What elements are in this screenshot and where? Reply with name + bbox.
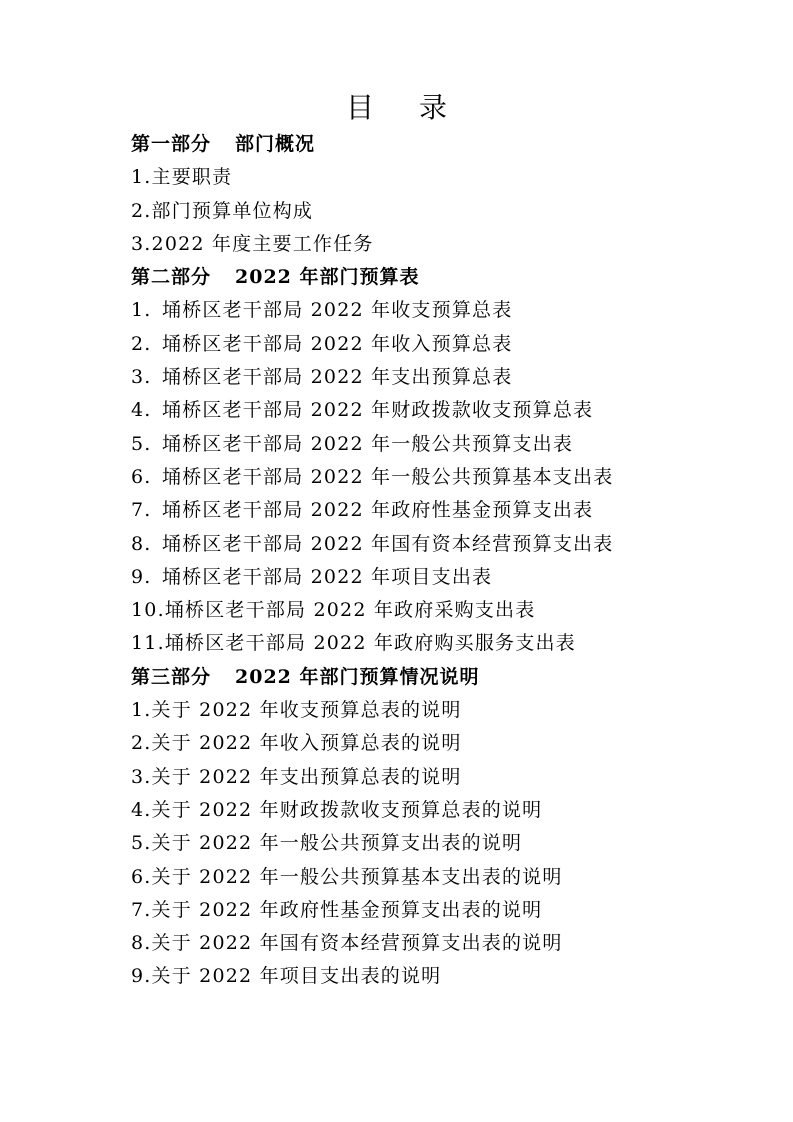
section-heading-2[interactable] xyxy=(131,261,771,294)
item-text: 埇桥区老干部局 2022 年收支预算总表 xyxy=(162,299,513,322)
item-number: 4. xyxy=(131,399,152,422)
item-text: 关于 2022 年收入预算总表的说明 xyxy=(151,732,462,755)
toc-item[interactable] xyxy=(131,594,771,627)
section-heading-1[interactable] xyxy=(131,128,771,161)
toc-item[interactable] xyxy=(131,428,771,461)
toc-item[interactable] xyxy=(131,894,771,927)
item-text: 埇桥区老干部局 2022 年财政拨款收支预算总表 xyxy=(162,399,594,422)
section-title: 2022 年部门预算表 xyxy=(235,266,420,289)
item-number: 2. xyxy=(131,332,152,355)
item-number: 6. xyxy=(131,465,152,488)
section-label: 第三部分 xyxy=(131,665,212,688)
item-number: 5. xyxy=(131,832,152,855)
item-text: 主要职责 xyxy=(151,166,233,189)
item-text: 埇桥区老干部局 2022 年政府购买服务支出表 xyxy=(164,632,576,655)
item-number: 8. xyxy=(131,932,152,955)
item-number: 1. xyxy=(131,299,152,322)
item-text: 埇桥区老干部局 2022 年收入预算总表 xyxy=(162,332,513,355)
item-number: 2. xyxy=(131,199,152,222)
toc-item[interactable] xyxy=(131,528,771,561)
item-text: 埇桥区老干部局 2022 年一般公共预算基本支出表 xyxy=(162,465,614,488)
table-of-contents xyxy=(131,128,771,994)
toc-item[interactable] xyxy=(131,694,771,727)
item-number: 3. xyxy=(131,232,152,255)
item-text: 埇桥区老干部局 2022 年项目支出表 xyxy=(162,565,493,588)
item-text: 关于 2022 年收支预算总表的说明 xyxy=(151,699,462,722)
toc-item[interactable] xyxy=(131,827,771,860)
item-text: 埇桥区老干部局 2022 年支出预算总表 xyxy=(162,366,513,389)
toc-item[interactable] xyxy=(131,461,771,494)
section-heading-3[interactable] xyxy=(131,661,771,694)
section-label: 第二部分 xyxy=(131,266,212,289)
toc-item[interactable] xyxy=(131,960,771,993)
item-text: 关于 2022 年支出预算总表的说明 xyxy=(151,765,462,788)
item-text: 埇桥区老干部局 2022 年政府采购支出表 xyxy=(164,599,536,622)
toc-item[interactable] xyxy=(131,861,771,894)
item-text: 关于 2022 年政府性基金预算支出表的说明 xyxy=(151,898,543,921)
section-label: 第一部分 xyxy=(131,133,212,155)
item-text: 关于 2022 年国有资本经营预算支出表的说明 xyxy=(151,932,563,955)
toc-item[interactable] xyxy=(131,627,771,660)
toc-item[interactable] xyxy=(131,394,771,427)
item-text: 关于 2022 年一般公共预算支出表的说明 xyxy=(151,832,523,855)
item-number: 9. xyxy=(131,565,152,588)
section-title: 2022 年部门预算情况说明 xyxy=(235,665,480,688)
item-number: 5. xyxy=(131,432,152,455)
item-text: 关于 2022 年财政拨款收支预算总表的说明 xyxy=(151,798,543,821)
toc-item[interactable] xyxy=(131,161,771,194)
page-title: 目 录 xyxy=(346,91,465,124)
toc-item[interactable] xyxy=(131,361,771,394)
item-number: 9. xyxy=(131,965,152,988)
item-text: 埇桥区老干部局 2022 年国有资本经营预算支出表 xyxy=(162,532,614,555)
item-text: 部门预算单位构成 xyxy=(151,199,314,222)
section-title: 部门概况 xyxy=(235,133,316,155)
toc-item[interactable] xyxy=(131,727,771,760)
toc-item[interactable] xyxy=(131,794,771,827)
toc-item[interactable] xyxy=(131,294,771,327)
toc-item[interactable] xyxy=(131,927,771,960)
item-number: 1. xyxy=(131,699,152,722)
toc-item[interactable] xyxy=(131,761,771,794)
item-text: 埇桥区老干部局 2022 年一般公共预算支出表 xyxy=(162,432,574,455)
item-number: 2. xyxy=(131,732,152,755)
item-number: 7. xyxy=(131,898,152,921)
item-text: 关于 2022 年一般公共预算基本支出表的说明 xyxy=(151,865,563,888)
toc-item[interactable] xyxy=(131,195,771,228)
item-text: 关于 2022 年项目支出表的说明 xyxy=(151,965,442,988)
item-number: 6. xyxy=(131,865,152,888)
item-number: 3. xyxy=(131,765,152,788)
item-number: 4. xyxy=(131,798,152,821)
item-number: 7. xyxy=(131,499,152,522)
toc-item[interactable] xyxy=(131,561,771,594)
item-number: 8. xyxy=(131,532,152,555)
toc-item[interactable] xyxy=(131,328,771,361)
item-text: 2022 年度主要工作任务 xyxy=(151,232,374,255)
item-number: 1. xyxy=(131,166,152,189)
toc-item[interactable] xyxy=(131,494,771,527)
item-text: 埇桥区老干部局 2022 年政府性基金预算支出表 xyxy=(162,499,594,522)
toc-item[interactable] xyxy=(131,228,771,261)
item-number: 10. xyxy=(131,599,165,622)
item-number: 11. xyxy=(131,632,165,655)
item-number: 3. xyxy=(131,366,152,389)
